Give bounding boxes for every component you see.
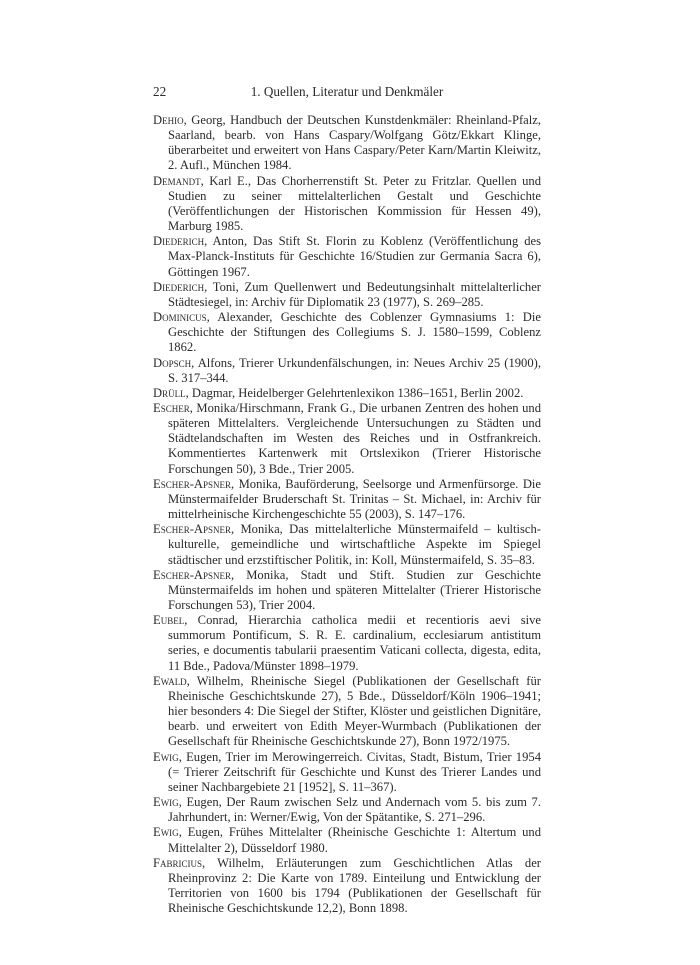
bibliography-entry — [153, 613, 541, 674]
bibliography-entry — [153, 234, 541, 279]
entry-author: Demandt — [153, 173, 201, 188]
entry-author: Dehio — [153, 113, 184, 127]
entry-author: Ewig — [153, 825, 179, 840]
page-number: 22 — [153, 84, 167, 99]
entry-text: , Karl E., Das Chorherrenstift St. Peter zu Fritzlar. Quellen und Studien zu seiner mittelalterlichen Gestalt und Geschichte (Veröffentlichungen der Historischen Kommission für Hessen 49), Marburg 1985. — [168, 173, 541, 234]
entry-text: , Monika, Das mittelalterliche Münstermaifeld – kultisch-kulturelle, gemeindliche und wirtschaftliche Aspekte im Spiegel städtischer und erzstiftischer Politik, in: Koll, Münstermaifeld, S. 35–83. — [168, 522, 541, 567]
bibliography-entry — [153, 674, 541, 750]
bibliography-entry — [153, 750, 541, 795]
entry-text: , Alexander, Geschichte des Coblenzer Gymnasiums 1: Die Geschichte der Stiftungen des Collegiums S. J. 1580–1599, Coblenz 1862. — [168, 310, 541, 355]
page-header — [153, 84, 541, 104]
bibliography-entry — [153, 356, 541, 386]
entry-author: Diederich — [153, 234, 205, 249]
bibliography-entry — [153, 795, 541, 825]
entry-text: , Monika, Stadt und Stift. Studien zur Geschichte Münstermaifelds im hohen und späteren Mittelalter (Trierer Historische Forschungen 53), Trier 2004. — [168, 567, 541, 612]
entry-author: Escher-Apsner — [153, 522, 232, 537]
bibliography-entry — [153, 113, 541, 174]
entry-author: Escher — [153, 400, 190, 415]
bibliography-entry — [153, 310, 541, 355]
entry-author: Escher-Apsner — [153, 567, 232, 582]
bibliography-entry — [153, 280, 541, 310]
entry-text: , Dagmar, Heidelberger Gelehrtenlexikon 1386–1651, Berlin 2002. — [185, 385, 524, 400]
entry-text: , Anton, Das Stift St. Florin zu Koblenz (Veröffentlichung des Max-Planck-Instituts für Geschichte 16/Studien zur Germania Sacra 6), Göttingen 1967. — [168, 234, 541, 279]
bibliography-entry — [153, 522, 541, 567]
entry-text: , Wilhelm, Rheinische Siegel (Publikationen der Gesellschaft für Rheinische Geschichtskunde 27), 5 Bde., Düsseldorf/Köln 1906–1941; hier besonders 4: Die Siegel der Stifter, Klöster und geistlichen Dignitäre, bearb. und erweitert von Edith Meyer-Wurmbach (Publikationen der Gesellschaft für Rheinische Geschichtskunde 27), Bonn 1972/1975. — [168, 673, 541, 749]
entry-author: Escher-Apsner — [153, 476, 232, 491]
bibliography-entry — [153, 825, 541, 855]
bibliography-entry — [153, 477, 541, 522]
entry-text: , Monika, Bauförderung, Seelsorge und Armenfürsorge. Die Münstermaifelder Bruderschaft St. Trinitas – St. Michael, in: Archiv für mittelrheinische Kirchengeschichte 55 (2003), S. 147–176. — [168, 476, 541, 522]
entry-author: Diederich — [153, 279, 205, 294]
entry-author: Fabricius — [153, 855, 203, 870]
entry-text: , Conrad, Hierarchia catholica medii et recentioris aevi sive summorum Pontificum, S. R. E. cardinalium, ecclesiarum antistitum series, e documentis tabularii praesentim Vaticani collecta, digesta, edita, 11 Bde., Padova/Münster 1898–1979. — [168, 613, 541, 673]
bibliography-list — [153, 113, 541, 916]
entry-text: , Georg, Handbuch der Deutschen Kunstdenkmäler: Rheinland-Pfalz, Saarland, bearb. von Hans Caspary/Wolfgang Götz/Ekkart Klinge, überarbeitet und erweitert von Hans Caspary/Peter Karn/Martin Kleiwitz, 2. Aufl., München 1984. — [168, 113, 541, 173]
entry-author: Eubel — [153, 613, 185, 628]
bibliography-entry — [153, 174, 541, 235]
entry-text: , Toni, Zum Quellenwert und Bedeutungsinhalt mittelalterlicher Städtesiegel, in: Archiv für Diplomatik 23 (1977), S. 269–285. — [168, 279, 541, 309]
entry-text: , Eugen, Trier im Merowingerreich. Civitas, Stadt, Bistum, Trier 1954 (= Trierer Zeitschrift für Geschichte und Kunst des Trierer Landes und seiner Nachbargebiete 21 [1952], S. 11–367). — [168, 749, 541, 794]
bibliography-entry — [153, 401, 541, 477]
entry-author: Ewig — [153, 795, 179, 810]
bibliography-entry — [153, 386, 541, 401]
entry-text: , Eugen, Der Raum zwischen Selz und Andernach vom 5. bis zum 7. Jahrhundert, in: Werner/Ewig, Von der Spätantike, S. 271–296. — [168, 795, 541, 825]
entry-author: Dopsch — [153, 355, 192, 370]
entry-text: , Eugen, Frühes Mittelalter (Rheinische Geschichte 1: Altertum und Mittelalter 2), Düsseldorf 1980. — [168, 825, 541, 855]
entry-text: , Monika/Hirschmann, Frank G., Die urbanen Zentren des hohen und späteren Mittelalters. Vergleichende Untersuchungen zu Städten und Städtelandschaften im Westen des Reiches und in Ostfrankreich. Kommentiertes Kartenwerk mit Ortslexikon (Trierer Historische Forschungen 50), 3 Bde., Trier 2005. — [168, 400, 541, 476]
entry-author: Ewald — [153, 673, 187, 688]
bibliography-entry — [153, 568, 541, 613]
entry-author: Dominicus — [153, 310, 207, 325]
entry-text: , Alfons, Trierer Urkundenfälschungen, in: Neues Archiv 25 (1900), S. 317–344. — [168, 355, 541, 385]
running-title: 1. Quellen, Literatur und Denkmäler — [250, 84, 444, 99]
entry-author: Ewig — [153, 749, 179, 764]
bibliography-entry — [153, 856, 541, 917]
entry-author: Drüll — [153, 385, 186, 400]
entry-text: , Wilhelm, Erläuterungen zum Geschichtlichen Atlas der Rheinprovinz 2: Die Karte von 1789. Einteilung und Entwicklung der Territorien von 1600 bis 1794 (Publikationen der Gesellschaft für Rheinische Geschichtskunde 12,2), Bonn 1898. — [168, 855, 541, 916]
